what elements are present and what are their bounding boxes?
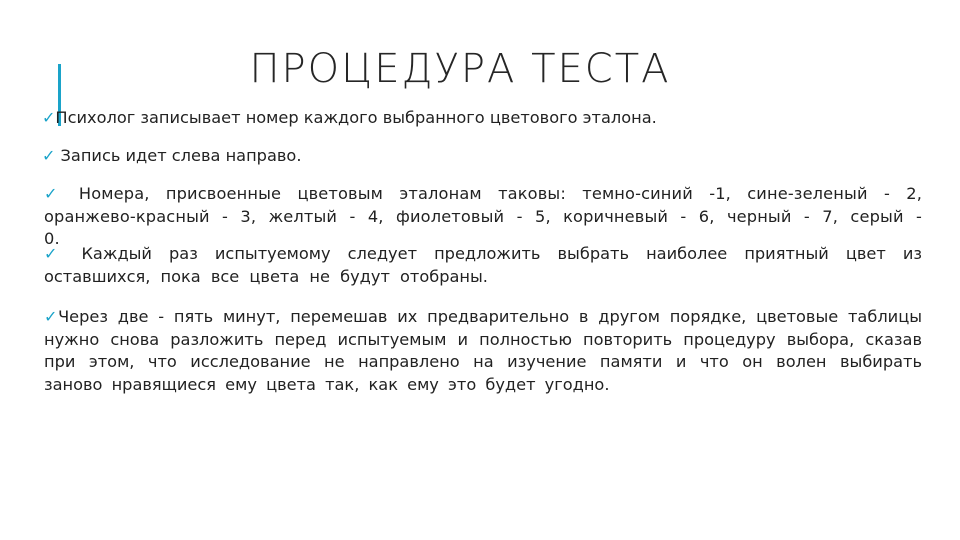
bullet-paragraph-4 [44,243,922,288]
checkmark-icon: ✓ [42,146,56,165]
bullet-text-3: Номера, присвоенные цветовым эталонам таковы: темно-синий -1, сине-зеленый - 2, оранжево-красный - 3, желтый - 4, фиолетовый - 5, коричневый - 6, черный - 7, серый - 0. [44,184,923,248]
bullet-paragraph-3 [44,183,922,251]
checkmark-icon: ✓ [44,307,59,326]
bullet-text-2: Запись идет слева направо. [55,146,302,165]
bullet-text-4: Каждый раз испытуемому следует предложить выбрать наиболее приятный цвет из оставшихся, пока все цвета не будут отобраны. [44,244,923,286]
bullet-paragraph-2 [42,145,920,168]
checkmark-icon: ✓ [44,184,63,203]
bullet-text-1: Психолог записывает номер каждого выбранного цветового эталона. [55,108,657,127]
bullet-paragraph-5 [44,306,922,396]
bullet-paragraph-1 [42,107,920,130]
checkmark-icon: ✓ [42,108,56,127]
slide-title: ПРОЦЕДУРА ТЕСТА [249,46,671,92]
bullet-text-5: Через две - пять минут, перемешав их предварительно в другом порядке, цветовые таблицы нужно снова разложить перед испытуемым и полностью повторить процедуру выбора, сказав при этом, что исследование не направлено на изучение памяти и что он волен выбирать заново нравящиеся ему цвета так, как ему это будет угодно. [44,307,923,394]
checkmark-icon: ✓ [44,244,65,263]
